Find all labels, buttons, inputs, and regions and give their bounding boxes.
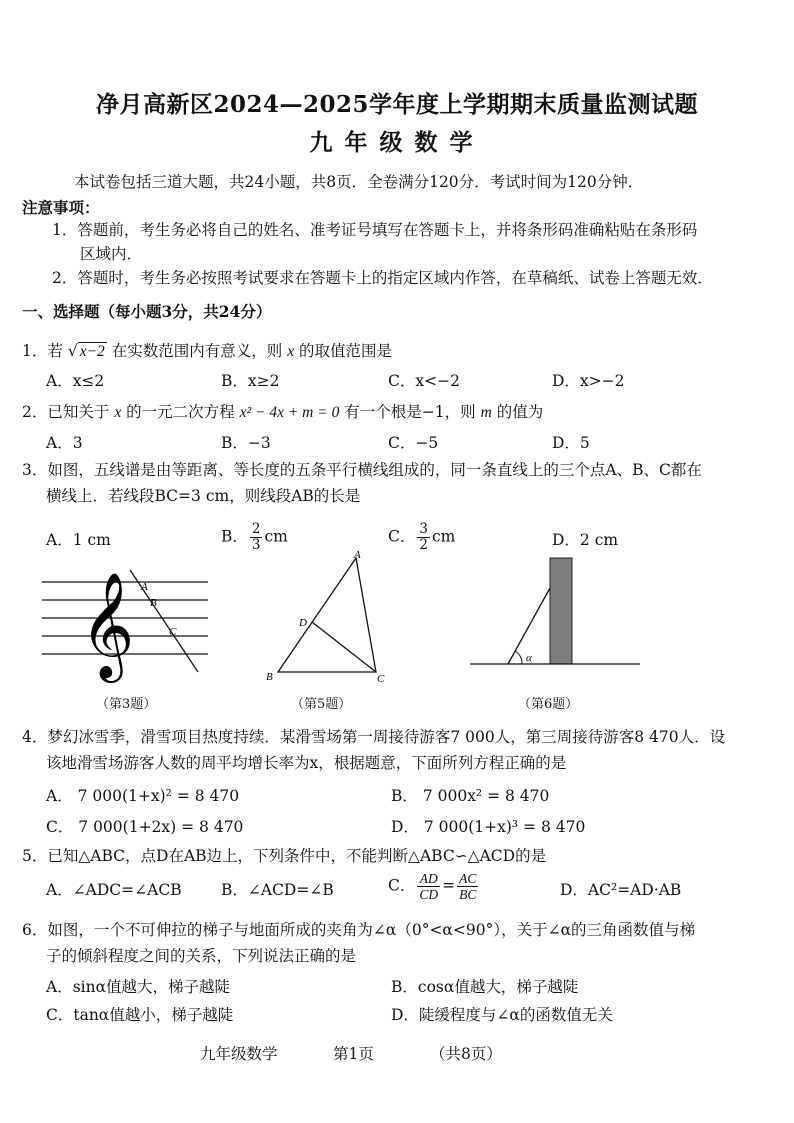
q2-option-b: B．−3 [221, 434, 271, 452]
q5-option-d: D．AC²=AD·AB [560, 881, 682, 899]
exam-title: 净月高新区2024—2025学年度上学期期末质量监测试题 [95, 91, 699, 118]
fig5-label-b: B [266, 671, 273, 683]
question-6: 6．如图，一个不可伸拉的梯子与地面所成的夹角为∠α（0°<α<90°），关于∠α的三角函数值与梯 [22, 921, 696, 939]
question-1: 1．若 √ x−2 在实数范围内有意义，则 x 的取值范围是 [22, 342, 393, 360]
q3-option-c: C． $\frac{3}{2}$ cm [388, 521, 456, 553]
question-2: 2．已知关于 x 的一元二次方程 x² − 4x + m = 0 有一个根是−1，则 m 的值为 [22, 403, 544, 421]
q5-option-c: C． $\frac{AD}{CD}$ = $\frac{AC}{BC}$ [388, 871, 477, 902]
q3-option-b: B． $\frac{2}{3}$ cm [221, 521, 288, 553]
question-3: 3．如图，五线谱是由等距离、等长度的五条平行横线组成的，同一条直线上的三个点A、B、C都在 [22, 461, 702, 479]
question-6-cont: 子的倾斜程度之间的关系，下列说法正确的是 [46, 947, 357, 965]
figure-6-caption: （第6题） [518, 697, 579, 712]
q6-option-b: B．cosα值越大，梯子越陡 [391, 978, 579, 996]
q1-option-d: D．x>−2 [552, 372, 625, 390]
fig6-label-alpha: α [526, 652, 532, 664]
q2-option-d: D．5 [552, 434, 590, 452]
question-4-cont: 该地滑雪场游客人数的周平均增长率为x，根据题意，下面所列方程正确的是 [46, 754, 567, 772]
fig5-label-d: D [299, 617, 307, 629]
q1-option-a: A．x≤2 [46, 372, 105, 390]
question-4: 4．梦幻冰雪季，滑雪项目热度持续．某滑雪场第一周接待游客7 000人，第三周接待游客8 470人．设 [22, 728, 726, 746]
figure-3-caption: （第3题） [96, 697, 157, 712]
q5-option-a: A．∠ADC=∠ACB [46, 881, 182, 899]
section-1-heading: 一、选择题（每小题3分，共24分） [22, 302, 272, 321]
figure-3-staff [38, 560, 218, 685]
question-3-cont: 横线上．若线段BC=3 cm，则线段AB的长是 [46, 487, 361, 505]
q3-option-d: D．2 cm [552, 531, 619, 549]
q4-option-b: B． 7 000x² = 8 470 [391, 787, 550, 805]
q5-option-b: B．∠ACD=∠B [221, 881, 334, 899]
treble-clef-icon: 𝄞 [80, 574, 135, 676]
q4-option-d: D． 7 000(1+x)³ = 8 470 [391, 818, 586, 836]
figure-6-ladder [462, 550, 648, 672]
note-1-cont: 区域内． [80, 245, 143, 263]
fig3-label-b: B [150, 597, 157, 609]
q6-option-d: D．陡缓程度与∠α的函数值无关 [391, 1006, 613, 1024]
figure-5-caption: （第5题） [291, 697, 352, 712]
q1-option-c: C．x<−2 [388, 372, 460, 390]
fig5-label-c: C [377, 673, 385, 685]
q4-option-c: C． 7 000(1+2x) = 8 470 [46, 818, 244, 836]
sqrt-expression: √ x−2 [67, 342, 105, 360]
footer-subject: 九年级数学 [200, 1045, 278, 1063]
fig3-label-a: A [141, 581, 148, 593]
question-5: 5．已知△ABC，点D在AB边上，下列条件中，不能判断△ABC∽△ACD的是 [22, 847, 547, 865]
note-2: 2．答题时，考生务必按照考试要求在答题卡上的指定区域内作答，在草稿纸、试卷上答题无效． [52, 269, 713, 287]
exam-intro: 本试卷包括三道大题，共24小题，共8页．全卷满分120分．考试时间为120分钟． [74, 173, 644, 191]
q2-option-a: A．3 [46, 434, 83, 452]
exam-subject: 九年级数学 [309, 129, 485, 156]
q2-option-c: C．−5 [388, 434, 439, 452]
footer-total-pages: （共8页） [430, 1045, 502, 1063]
footer-page-number: 第1页 [333, 1045, 374, 1063]
q6-option-a: A．sinα值越大，梯子越陡 [46, 978, 231, 996]
q4-option-a: A． 7 000(1+x)² = 8 470 [46, 787, 240, 805]
notes-label: 注意事项： [22, 198, 100, 217]
note-1: 1．答题前，考生务必将自己的姓名、准考证号填写在答题卡上，并将条形码准确粘贴在条形码 [52, 221, 698, 239]
figure-5-triangle [258, 548, 398, 688]
q6-option-c: C．tanα值越小，梯子越陡 [46, 1006, 234, 1024]
q3-option-a: A．1 cm [46, 531, 111, 549]
fig3-label-c: C [169, 626, 177, 638]
fig5-label-a: A [354, 549, 361, 561]
q1-option-b: B．x≥2 [221, 372, 280, 390]
